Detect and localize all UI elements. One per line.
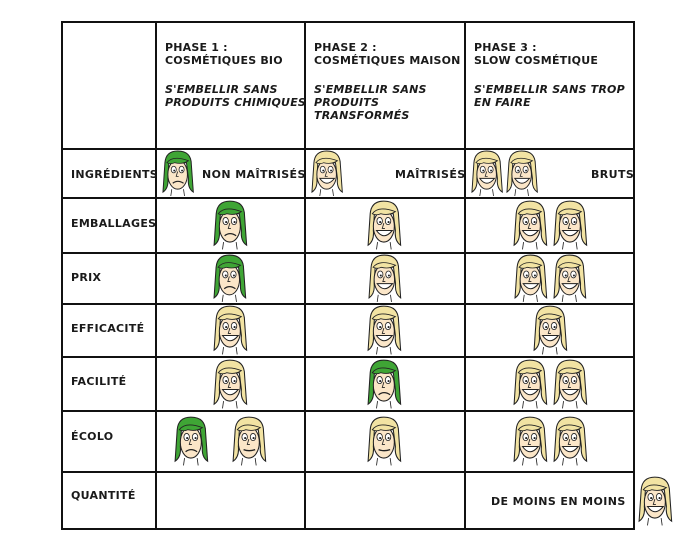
blonde-happy-face-icon <box>512 358 548 408</box>
blonde-happy-face-icon <box>212 304 248 354</box>
blonde-happy-face-icon <box>552 199 588 249</box>
blonde-happy-face-icon <box>532 304 568 354</box>
column-divider <box>464 23 466 528</box>
green-sad-face-icon <box>212 199 248 249</box>
blonde-happy-face-icon <box>513 253 548 302</box>
row-label-ingredients: INGRÉDIENTS <box>71 168 158 181</box>
blonde-happy-face-icon <box>310 149 343 196</box>
blonde-neutral-face-icon <box>231 415 267 465</box>
blonde-happy-face-icon <box>552 253 587 302</box>
column-divider <box>155 23 157 528</box>
green-sad-face-icon <box>212 253 247 302</box>
row-divider <box>63 356 633 358</box>
blonde-happy-face-icon <box>512 415 548 465</box>
phase-name: COSMÉTIQUES BIO <box>165 54 283 67</box>
blonde-happy-face-icon <box>470 149 503 196</box>
phase-title: PHASE 1 : <box>165 41 228 54</box>
blonde-happy-face-icon <box>367 253 402 302</box>
green-sad-face-icon <box>161 149 194 196</box>
row-label-efficacite: EFFICACITÉ <box>71 322 145 335</box>
blonde-happy-face-icon <box>505 149 538 196</box>
comparison-table <box>61 21 635 530</box>
phase-title: PHASE 2 : <box>314 41 377 54</box>
phase-motto-line: TRANSFORMÉS <box>314 109 410 122</box>
phase-3-header <box>474 41 625 109</box>
phase-title: PHASE 3 : <box>474 41 537 54</box>
cell-text: BRUTS <box>591 168 635 181</box>
blonde-happy-face-icon <box>366 304 402 354</box>
phase-motto-line: S'EMBELLIR SANS <box>165 83 278 96</box>
blonde-happy-face-icon <box>212 358 248 408</box>
blonde-happy-face-icon <box>637 475 673 525</box>
cell-text: NON MAÎTRISÉS <box>202 168 306 181</box>
row-divider <box>63 252 633 254</box>
row-divider <box>63 197 633 199</box>
phase-motto-line: EN FAIRE <box>474 96 531 109</box>
phase-motto-line: PRODUITS <box>314 96 380 109</box>
row-divider <box>63 410 633 412</box>
row-divider <box>63 471 633 473</box>
green-sad-face-icon <box>366 358 402 408</box>
phase-motto-line: S'EMBELLIR SANS <box>314 83 427 96</box>
row-label-ecolo: ÉCOLO <box>71 430 114 443</box>
cell-text: MAÎTRISÉS <box>395 168 466 181</box>
phase-motto-line: S'EMBELLIR SANS TROP <box>474 83 625 96</box>
row-label-facilite: FACILITÉ <box>71 375 127 388</box>
blonde-happy-face-icon <box>512 199 548 249</box>
row-label-prix: PRIX <box>71 271 102 284</box>
phase-name: SLOW COSMÉTIQUE <box>474 54 599 67</box>
blonde-neutral-face-icon <box>366 415 402 465</box>
phase-2-header <box>314 41 461 122</box>
green-sad-face-icon <box>173 415 209 465</box>
phase-motto-line: PRODUITS CHIMIQUES <box>165 96 307 109</box>
blonde-happy-face-icon <box>552 415 588 465</box>
row-label-emballages: EMBALLAGES <box>71 217 157 230</box>
row-divider <box>63 148 633 150</box>
blonde-happy-face-icon <box>552 358 588 408</box>
phase-name: COSMÉTIQUES MAISON <box>314 54 461 67</box>
blonde-happy-face-icon <box>366 199 402 249</box>
cell-text: DE MOINS EN MOINS <box>491 495 626 508</box>
phase-1-header <box>165 41 306 109</box>
row-label-quantite: QUANTITÉ <box>71 489 136 502</box>
